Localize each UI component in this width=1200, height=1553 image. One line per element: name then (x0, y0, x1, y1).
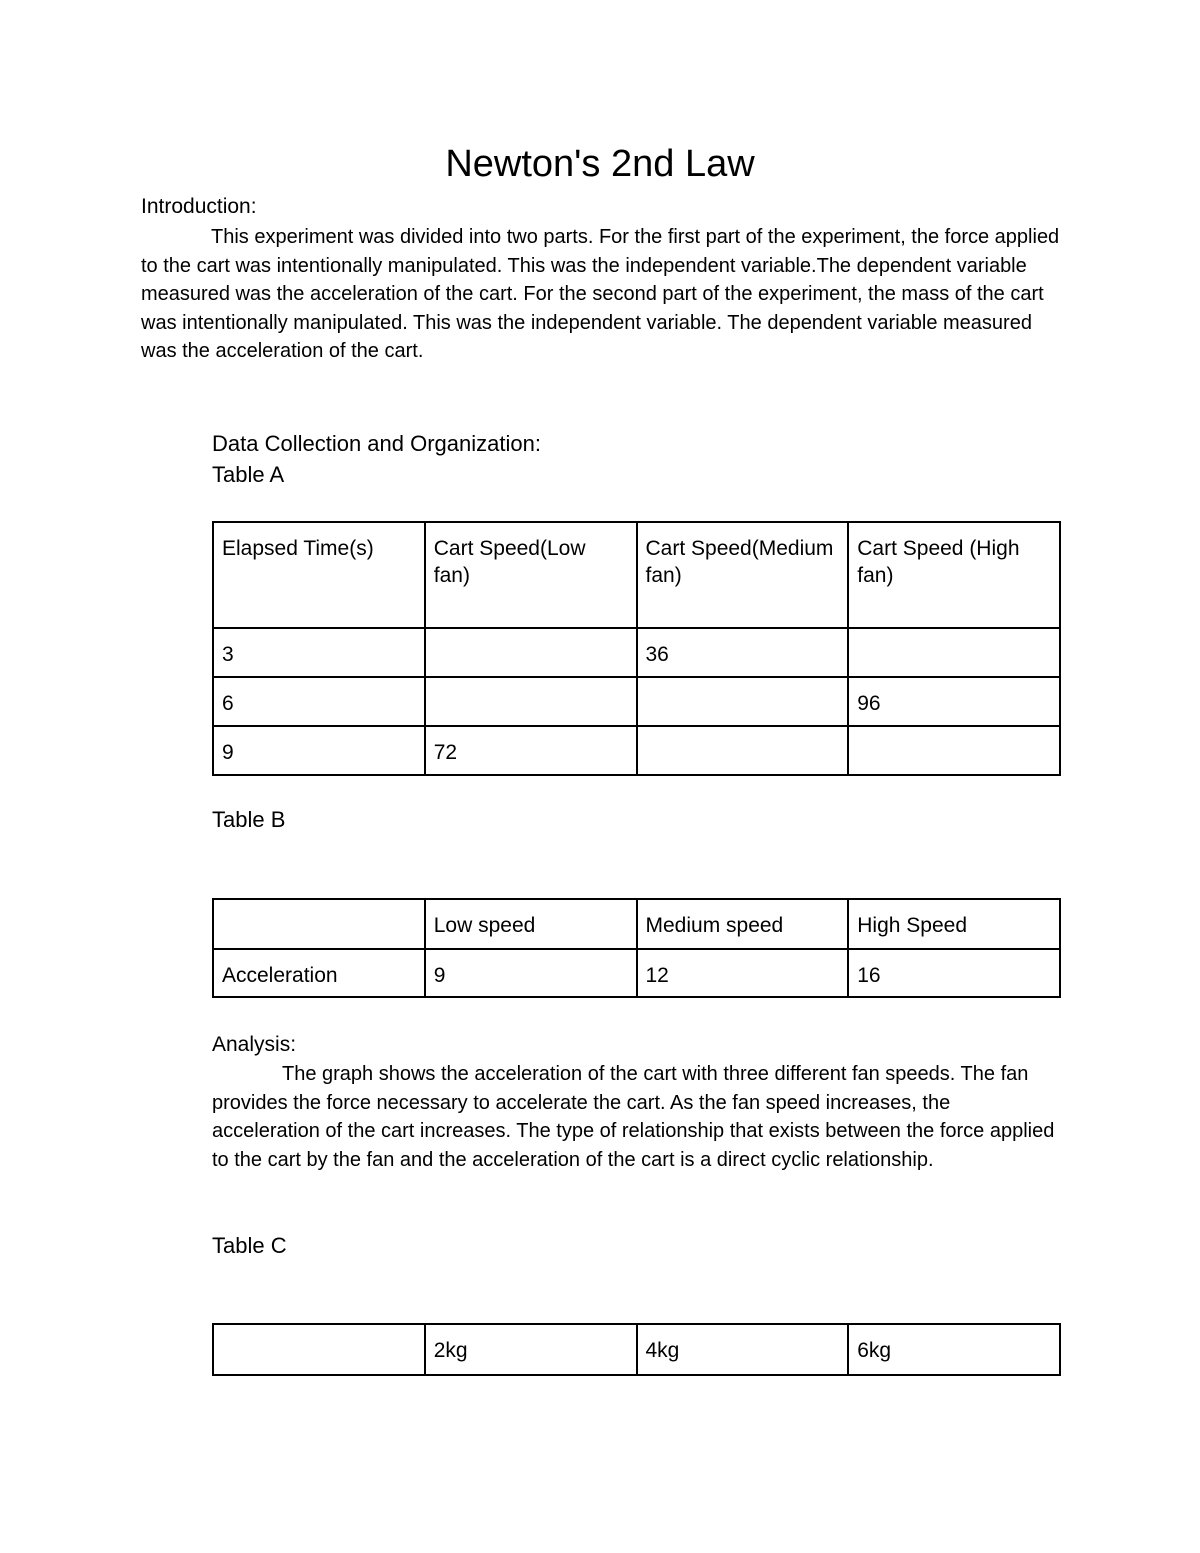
table-a-cell (848, 726, 1060, 775)
table-a-cell: 6 (213, 677, 425, 726)
table-c-header-row (213, 1324, 1060, 1375)
table-c-header-cell: 2kg (425, 1324, 637, 1375)
table-row (213, 628, 1060, 677)
table-a-cell (425, 677, 637, 726)
table-c (212, 1323, 1061, 1376)
table-a-header-row (213, 522, 1060, 628)
analysis-heading: Analysis: (212, 1033, 297, 1056)
table-b (212, 898, 1061, 998)
table-b-header-row (213, 899, 1060, 949)
analysis-paragraph: The graph shows the acceleration of the cart with three different fan speeds. The fan provides the force necessary to accelerate the cart. As the fan speed increases, the acceleration of the cart increases. The type of relationship that exists between the force applied to the cart by the fan and the acceleration of the cart is a direct cyclic relationship. (212, 1063, 1055, 1171)
table-a-cell: 96 (848, 677, 1060, 726)
introduction-paragraph: This experiment was divided into two parts. For the first part of the experiment, the force applied to the cart was intentionally manipulated. This was the independent variable.The dependent variable measured was the acceleration of the cart. For the second part of the experiment, the mass of the cart was intentionally manipulated. This was the independent variable. The dependent variable measured was the acceleration of the cart. (141, 226, 1060, 363)
table-b-cell: 12 (637, 949, 849, 997)
introduction-heading: Introduction: (141, 195, 257, 218)
table-b-cell: Acceleration (213, 949, 425, 997)
table-b-label: Table B (212, 807, 286, 832)
table-b-cell: 9 (425, 949, 637, 997)
table-b-header-cell (213, 899, 425, 949)
table-row (213, 677, 1060, 726)
table-a-header-cell: Cart Speed(Medium fan) (637, 522, 849, 628)
table-a-label: Table A (212, 462, 285, 487)
table-a-header-cell: Cart Speed(Low fan) (425, 522, 637, 628)
table-c-header-cell (213, 1324, 425, 1375)
table-a-cell: 3 (213, 628, 425, 677)
table-a-cell (637, 677, 849, 726)
table-c-header-cell: 4kg (637, 1324, 849, 1375)
table-a-cell (637, 726, 849, 775)
table-a-cell: 9 (213, 726, 425, 775)
table-a-header-cell: Cart Speed (High fan) (848, 522, 1060, 628)
table-row (213, 949, 1060, 997)
table-a-cell (425, 628, 637, 677)
table-b-header-cell: High Speed (848, 899, 1060, 949)
table-a-cell: 36 (637, 628, 849, 677)
table-b-header-cell: Medium speed (637, 899, 849, 949)
table-a-cell: 72 (425, 726, 637, 775)
table-a-header-cell: Elapsed Time(s) (213, 522, 425, 628)
table-c-header-cell: 6kg (848, 1324, 1060, 1375)
table-a-cell (848, 628, 1060, 677)
table-row (213, 726, 1060, 775)
table-b-cell: 16 (848, 949, 1060, 997)
page-title: Newton's 2nd Law (445, 143, 755, 185)
table-c-label: Table C (212, 1233, 287, 1258)
table-b-header-cell: Low speed (425, 899, 637, 949)
data-collection-heading: Data Collection and Organization: (212, 431, 541, 456)
table-a (212, 521, 1061, 776)
